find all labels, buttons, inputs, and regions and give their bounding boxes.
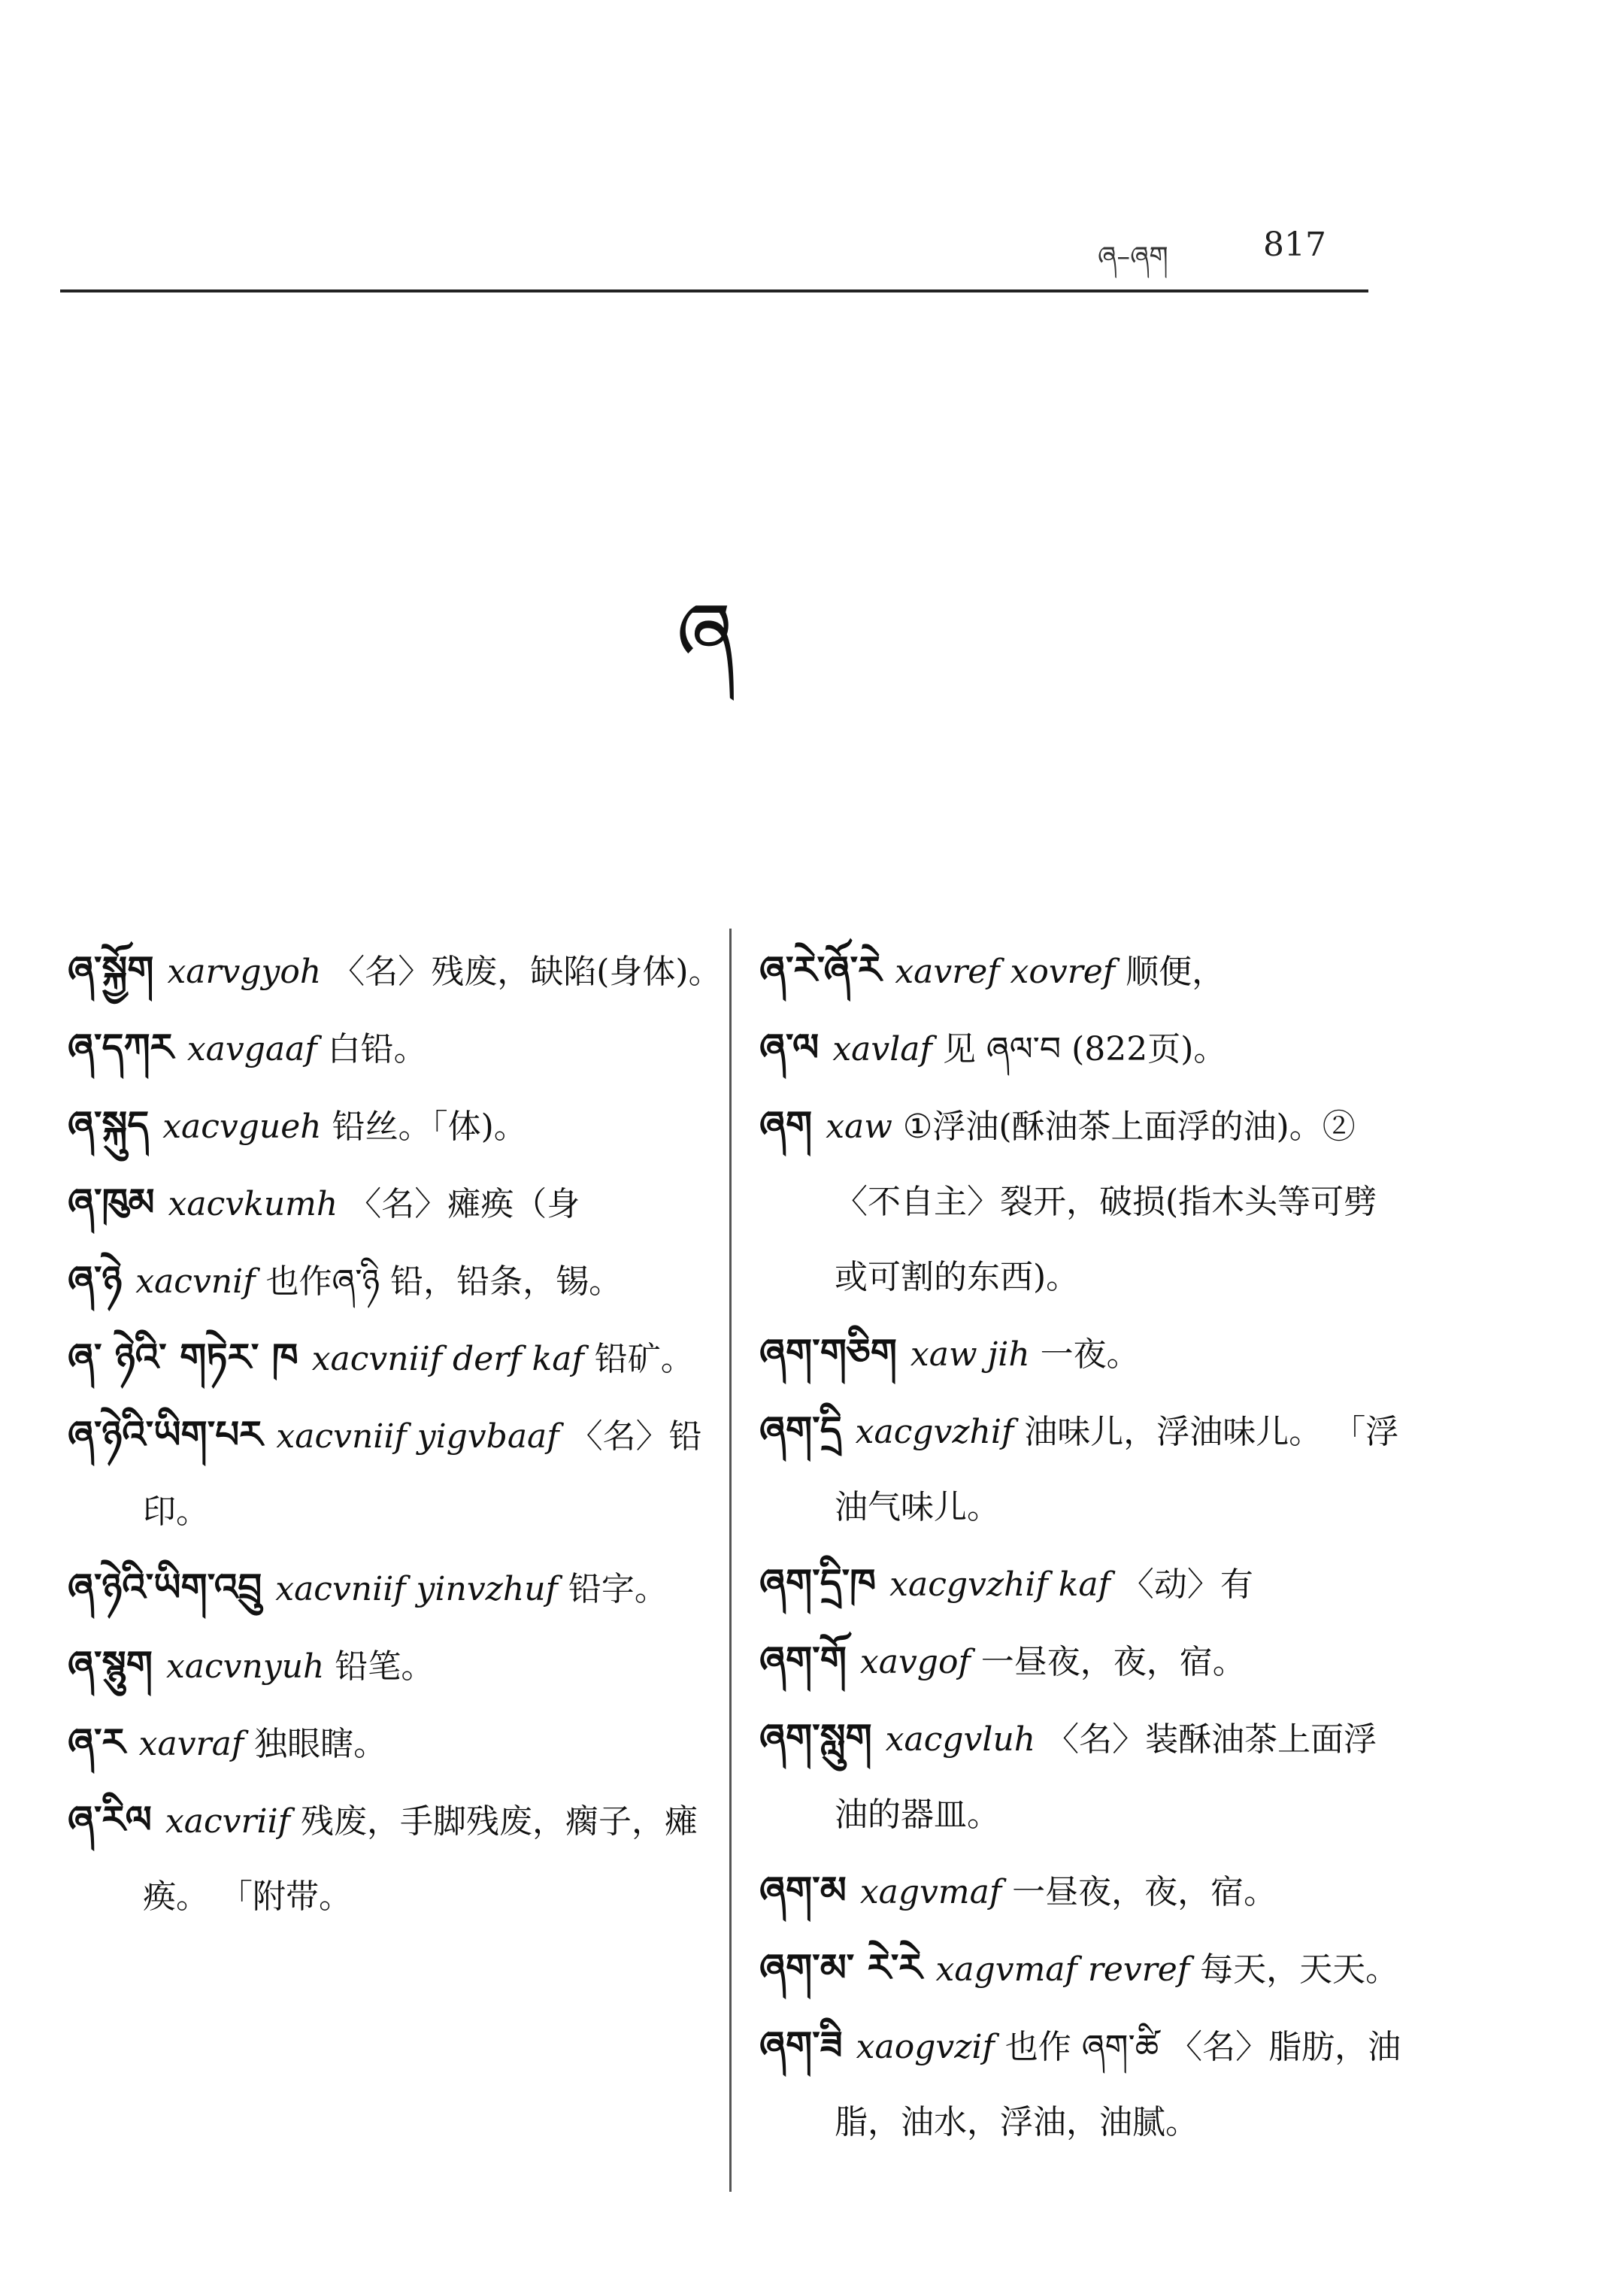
entry-definition: ①浮油(酥油茶上面浮的油)。②〈不自主〉裂开，破损(指木头等可劈或可割的东西)。 xyxy=(835,1108,1377,1296)
dictionary-entry xyxy=(759,1393,1406,1545)
dictionary-entry xyxy=(759,1853,1406,1930)
dictionary-entry xyxy=(68,932,729,1010)
page-number: 817 xyxy=(1263,226,1326,264)
entry-headword: ཞ་རེ་ཞོ་རེ xyxy=(759,948,882,992)
entry-headword: ཞག་མ xyxy=(759,1868,847,1912)
entry-headword: ཞག་ཟི xyxy=(759,2023,843,2067)
entry-definition: 也作 ཞག་ཚི 〈名〉脂肪，油脂，油水，浮油，油腻。 xyxy=(835,2028,1401,2141)
dictionary-entry xyxy=(68,1627,729,1705)
entry-definition: 独眼瞎。 xyxy=(254,1725,387,1763)
entry-headword: ཞག་སླུག xyxy=(759,1716,872,1759)
entry-headword: ཞག་གོ xyxy=(759,1638,847,1682)
dictionary-entry xyxy=(759,1087,1406,1315)
entry-headword: ཞ་སྐུད xyxy=(68,1103,150,1147)
entry-definition: 铅笔。 xyxy=(335,1647,435,1686)
entry-romanization: xavgof xyxy=(859,1643,971,1681)
entry-headword: ཞག་མ་ རེ་རེ xyxy=(759,1946,923,1990)
dictionary-entry xyxy=(759,932,1406,1010)
entry-romanization: xavraf xyxy=(138,1725,244,1763)
entry-romanization: xaogvzif xyxy=(856,2028,995,2066)
entry-headword: ཞ་ལ xyxy=(759,1026,820,1069)
entry-definition: 见 ཞལ་བ (822页)。 xyxy=(942,1030,1227,1068)
entry-romanization: xagvmaf revref xyxy=(935,1950,1190,1989)
entry-definition: 一昼夜，夜，宿。 xyxy=(980,1643,1246,1681)
entry-romanization: xacvniif yigvbaaf xyxy=(276,1417,559,1456)
dictionary-entry xyxy=(68,1087,729,1165)
dictionary-entry xyxy=(759,1623,1406,1700)
section-letter: ཞ xyxy=(677,585,735,681)
entry-romanization: xavref xovref xyxy=(895,953,1116,991)
entry-headword: ཞ་ཉེའི་ཡིག་འབྲུ xyxy=(68,1565,262,1609)
entry-definition: 铅丝。「体)。 xyxy=(332,1108,527,1146)
entry-romanization: xacvniif yinvzhuf xyxy=(275,1570,558,1608)
entry-headword: ཞག xyxy=(759,1103,813,1147)
dictionary-entry xyxy=(759,1545,1406,1623)
entry-definition: 铅字。 xyxy=(568,1570,668,1608)
dictionary-entry xyxy=(68,1165,729,1242)
entry-definition: 〈动〉有 xyxy=(1120,1565,1253,1604)
entry-romanization: xaw xyxy=(826,1108,892,1146)
entry-romanization: xacgvluh xyxy=(885,1720,1036,1759)
entry-definition: 也作ཞ་ཉི 铅，铅条，锡。 xyxy=(265,1262,623,1301)
entry-definition: 铅矿。 xyxy=(594,1340,694,1378)
dictionary-entry xyxy=(68,1010,729,1087)
entry-romanization: xagvmaf xyxy=(859,1873,1002,1911)
entry-romanization: xacvkumh xyxy=(168,1185,338,1223)
entry-headword: ཞ་ཉེ xyxy=(68,1258,123,1302)
entry-headword: ཞ་སྐྱོག xyxy=(68,948,154,992)
entry-romanization: xacvgueh xyxy=(162,1108,322,1146)
entry-headword: ཞ་སྙུག xyxy=(68,1643,153,1686)
entry-headword: ཞ་ཁུམ xyxy=(68,1180,155,1224)
right-column xyxy=(759,932,1406,2160)
entry-definition: 油味儿，浮油味儿。 「浮油气味儿。 xyxy=(835,1413,1399,1526)
entry-romanization: xacgvzhif xyxy=(855,1413,1014,1451)
dictionary-entry xyxy=(68,1782,729,1935)
entry-definition: 〈名〉铅印。 xyxy=(143,1417,702,1531)
dictionary-entry xyxy=(759,2008,1406,2160)
dictionary-entry xyxy=(68,1397,729,1550)
entry-definition: 〈名〉瘫痪（身 xyxy=(348,1185,580,1223)
entry-definition: 白铅。 xyxy=(327,1030,427,1068)
entry-definition: 一夜。 xyxy=(1040,1335,1140,1374)
entry-definition: 一昼夜，夜，宿。 xyxy=(1012,1873,1277,1911)
entry-romanization: xaw jih xyxy=(910,1335,1030,1374)
entry-definition: 〈名〉装酥油茶上面浮油的器皿。 xyxy=(835,1720,1377,1834)
dictionary-entry xyxy=(68,1242,729,1320)
entry-headword: ཞ་དཀར xyxy=(68,1026,174,1069)
entry-definition: 顺便， xyxy=(1126,953,1226,991)
dictionary-entry xyxy=(68,1550,729,1627)
left-column xyxy=(68,932,729,1935)
entry-romanization: xavlaf xyxy=(832,1030,932,1068)
header-range: ཞ–ཞག xyxy=(1098,241,1168,272)
entry-definition: 每天，天天。 xyxy=(1200,1950,1399,1989)
entry-definition: 残废，手脚残废，瘸子，瘫痪。 「附带。 xyxy=(143,1802,698,1916)
entry-romanization: xacvniif derf kaf xyxy=(311,1340,584,1378)
entry-headword: ཞག་གཅིག xyxy=(759,1331,897,1374)
entry-romanization: xarvgyoh xyxy=(167,953,322,991)
entry-romanization: xacvnif xyxy=(135,1262,256,1301)
dictionary-entry xyxy=(68,1320,729,1397)
entry-headword: ཞག་དྲི xyxy=(759,1408,842,1452)
entry-romanization: xacvnyuh xyxy=(165,1647,325,1686)
entry-headword: ཞ་རིལ xyxy=(68,1798,152,1841)
entry-headword: ཞ་ར xyxy=(68,1720,126,1764)
header-rule xyxy=(60,289,1368,292)
column-divider xyxy=(729,929,732,2192)
entry-romanization: xacvriif xyxy=(165,1802,290,1841)
entry-headword: ཞག་དྲི་ཁ xyxy=(759,1561,877,1605)
entry-romanization: xacgvzhif kaf xyxy=(889,1565,1110,1604)
dictionary-entry xyxy=(68,1705,729,1782)
dictionary-entry xyxy=(759,1010,1406,1087)
dictionary-entry xyxy=(759,1700,1406,1853)
entry-romanization: xavgaaf xyxy=(186,1030,317,1068)
entry-headword: ཞ་ཉེའི་ཡིག་པར xyxy=(68,1413,263,1456)
entry-definition: 〈名〉残废，缺陷(身体)。 xyxy=(332,953,722,991)
entry-headword: ཞ་ ཉེའི་ གཏེར་ ཁ xyxy=(68,1335,298,1379)
dictionary-entry xyxy=(759,1315,1406,1393)
dictionary-entry xyxy=(759,1930,1406,2008)
